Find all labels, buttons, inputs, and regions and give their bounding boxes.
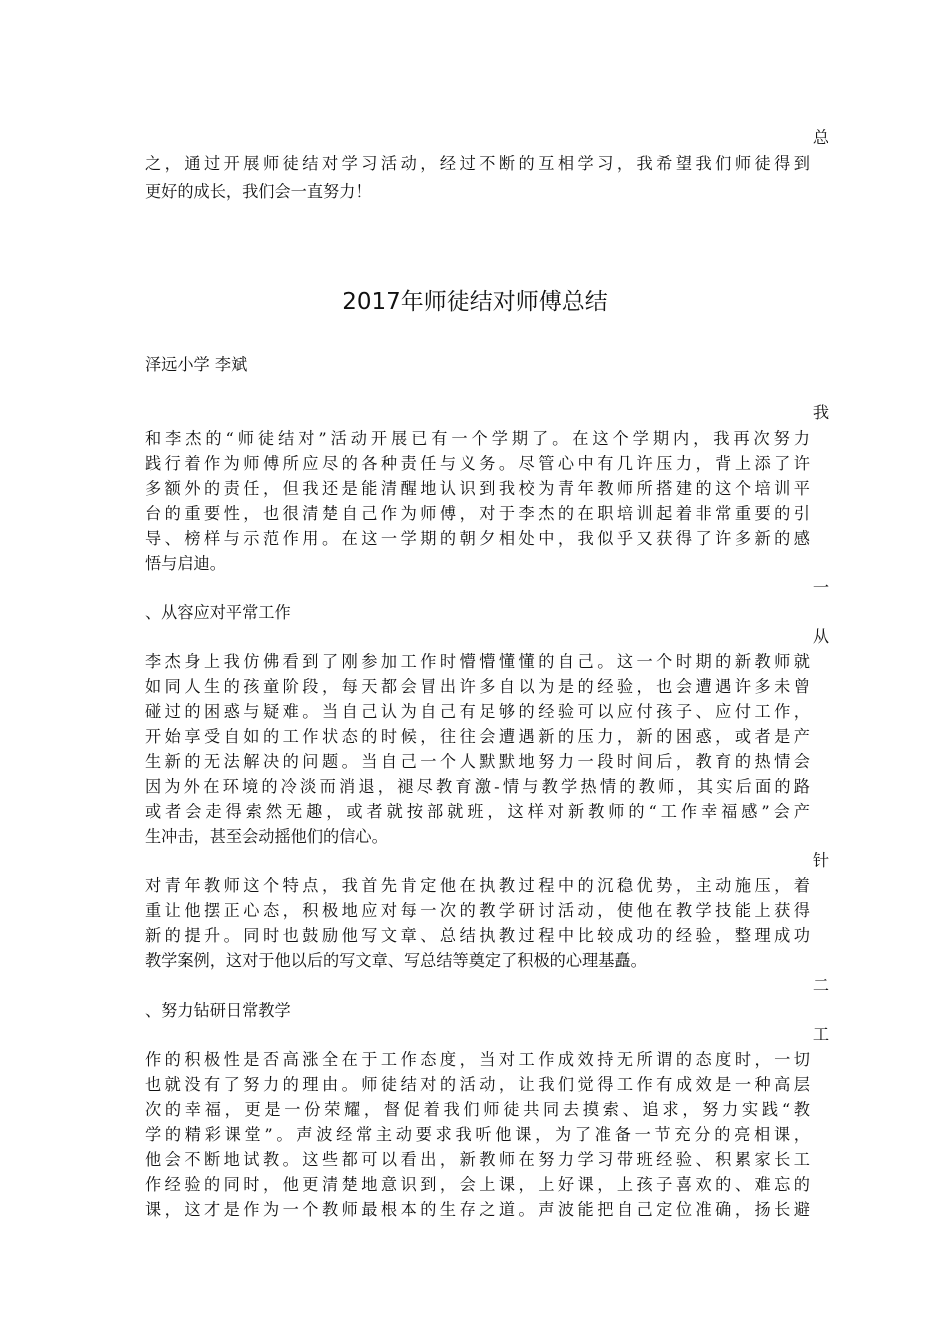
text-line: 践行着作为师傅所应尽的各种责任与义务。尽管心中有几许压力，背上添了许 [145,454,810,473]
text-line: 或者会走得索然无趣，或者就按部就班，这样对新教师的“工作幸福感”会产 [145,802,810,821]
paragraph-lead-char: 针 [812,851,829,870]
section-heading: 、努力钻研日常教学 [145,1001,291,1020]
text-line: 悟与启迪。 [145,554,226,573]
section-number: 二 [812,976,829,995]
text-line: 学的精彩课堂”。声波经常主动要求我听他课，为了准备一节充分的亮相课， [145,1125,810,1144]
text-line: 李杰身上我仿佛看到了刚参加工作时懵懵懂懂的自己。这一个时期的新教师就 [145,652,810,671]
text-line: 生新的无法解决的问题。当自己一个人默默地努力一段时间后，教育的热情会 [145,752,810,771]
text-line: 他会不断地试教。这些都可以看出，新教师在努力学习带班经验、积累家长工 [145,1150,810,1169]
section-heading: 、从容应对平常工作 [145,603,291,622]
text-line: 开始享受自如的工作状态的时候，往往会遭遇新的压力，新的困惑，或者是产 [145,727,810,746]
text-line: 作经验的同时，他更清楚地意识到，会上课，上好课，上孩子喜欢的、难忘的 [145,1175,810,1194]
text-line: 生冲击，甚至会动摇他们的信心。 [145,827,388,846]
text-line: 新的提升。同时也鼓励他写文章、总结执教过程中比较成功的经验，整理成功 [145,926,810,945]
text-line: 因为外在环境的冷淡而消退，褪尽教育激-情与教学热情的教师，其实后面的路 [145,777,810,796]
text-line: 也就没有了努力的理由。师徒结对的活动，让我们觉得工作有成效是一种高层 [145,1075,810,1094]
text-line: 教学案例，这对于他以后的写文章、写总结等奠定了积极的心理基矗。 [145,951,647,970]
paragraph-lead-char: 工 [812,1025,829,1044]
text-line: 碰过的困惑与疑难。当自己认为自己有足够的经验可以应付孩子、应付工作， [145,702,810,721]
paragraph-lead-char: 从 [812,627,829,646]
paragraph-lead-char: 我 [812,403,829,422]
text-line: 之，通过开展师徒结对学习活动，经过不断的互相学习，我希望我们师徒得到 [145,154,810,173]
text-line: 对青年教师这个特点，我首先肯定他在执教过程中的沉稳优势，主动施压，着 [145,876,810,895]
section-number: 一 [812,578,829,597]
text-line: 如同人生的孩童阶段，每天都会冒出许多自以为是的经验，也会遭遇许多未曾 [145,677,810,696]
text-line: 次的幸福，更是一份荣耀，督促着我们师徒共同去摸索、追求，努力实践“教 [145,1100,810,1119]
text-line: 更好的成长，我们会一直努力！ [145,182,372,201]
page-title: 2017年师徒结对师傅总结 [342,289,608,315]
text-line: 多额外的责任，但我还是能清醒地认识到我校为青年教师所搭建的这个培训平 [145,479,810,498]
text-line: 课，这才是作为一个教师最根本的生存之道。声波能把自己定位准确，扬长避 [145,1200,810,1219]
text-line: 重让他摆正心态，积极地应对每一次的教学研讨活动，使他在教学技能上获得 [145,901,810,920]
text-line: 和李杰的“师徒结对”活动开展已有一个学期了。在这个学期内，我再次努力 [145,429,810,448]
text-line: 作的积极性是否高涨全在于工作态度，当对工作成效持无所谓的态度时，一切 [145,1050,810,1069]
author-line: 泽远小学 李斌 [145,355,248,374]
text-line: 导、榜样与示范作用。在这一学期的朝夕相处中，我似乎又获得了许多新的感 [145,529,810,548]
paragraph-lead-char: 总 [812,128,829,147]
text-line: 台的重要性，也很清楚自己作为师傅，对于李杰的在职培训起着非常重要的引 [145,504,810,523]
